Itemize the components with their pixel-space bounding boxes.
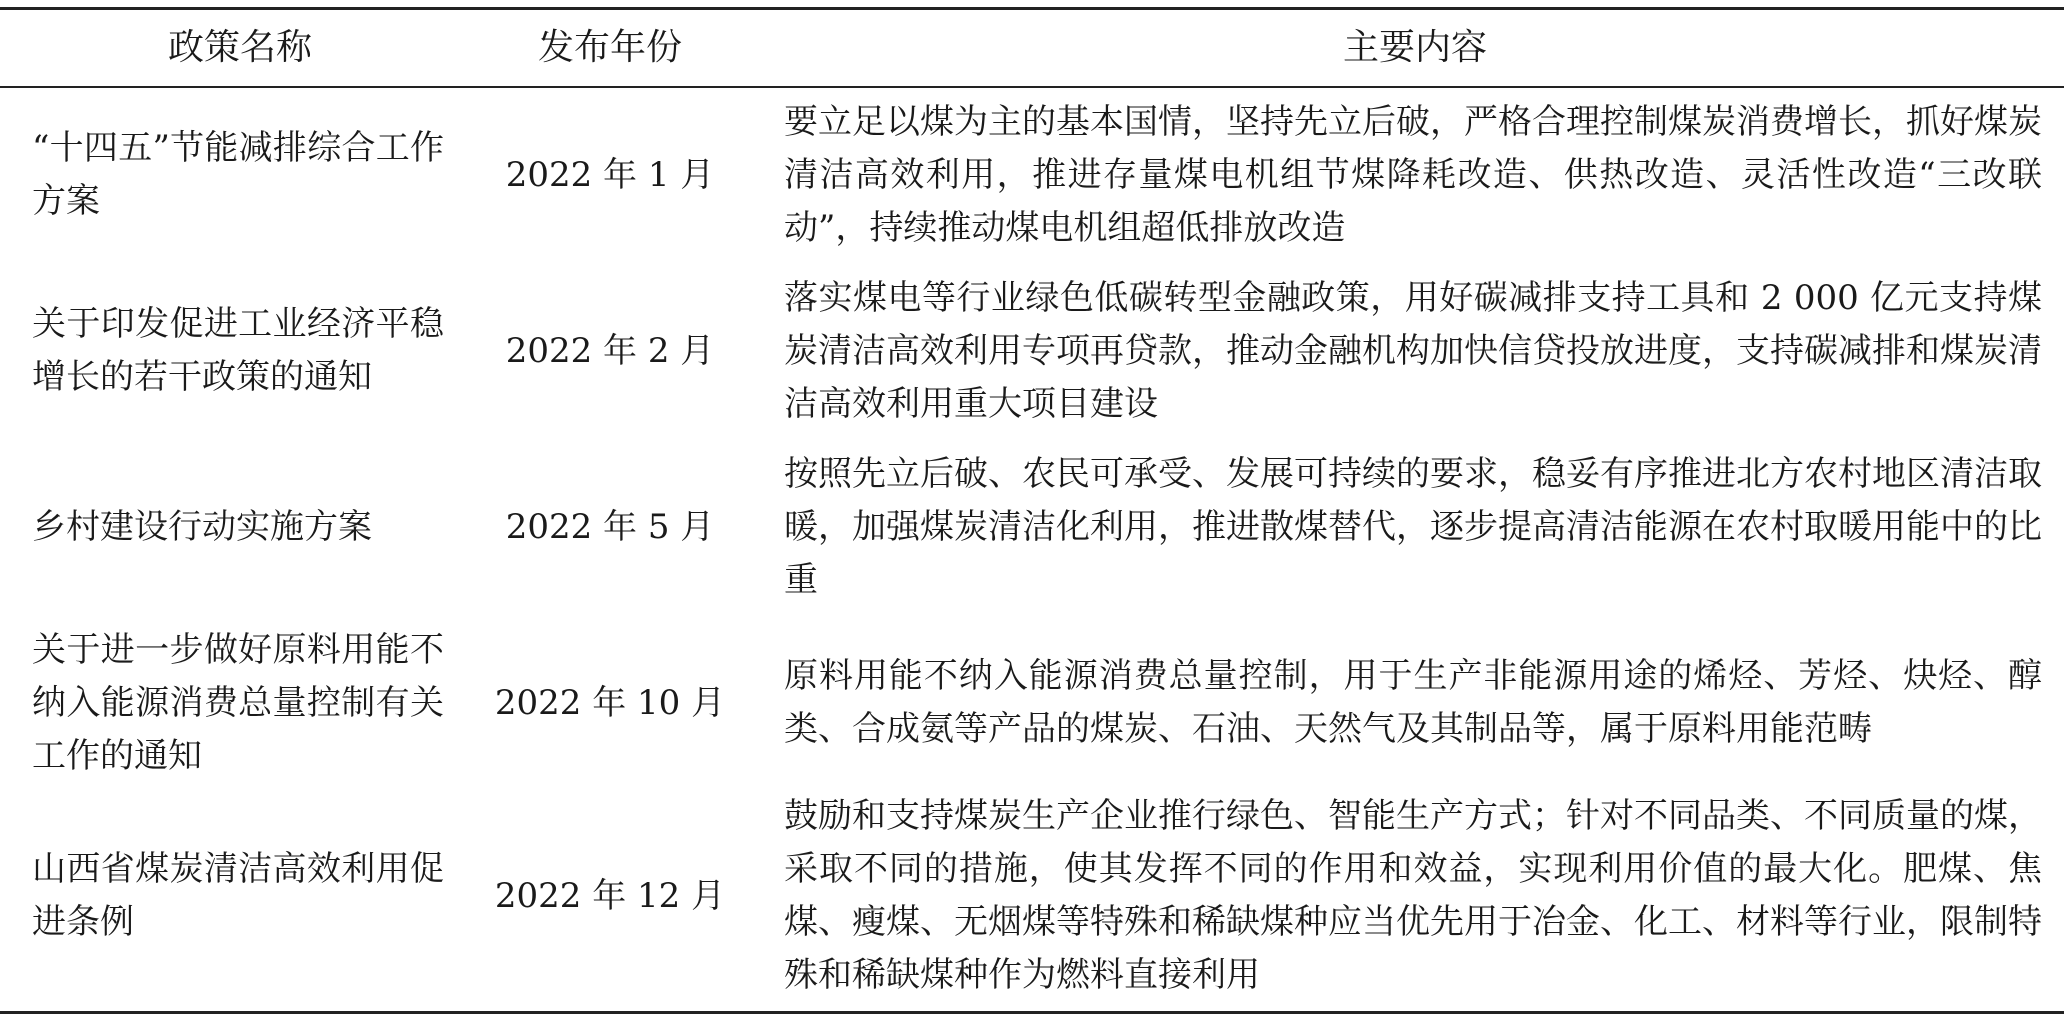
table-row xyxy=(0,272,2064,430)
publish-year-cell: 2022 年 12 月 xyxy=(494,875,726,916)
policy-name-cell: 乡村建设行动实施方案 xyxy=(32,506,372,547)
table-row xyxy=(0,96,2064,254)
publish-year-cell: 2022 年 5 月 xyxy=(505,506,715,547)
table-row xyxy=(0,624,2064,782)
table-row xyxy=(0,790,2064,1002)
header-publish-year: 发布年份 xyxy=(537,27,682,68)
table-top-rule xyxy=(0,7,2064,10)
table-header-rule xyxy=(0,86,2064,88)
policy-name-cell: 关于进一步做好原料用能不纳入能源消费总量控制有关工作的通知 xyxy=(32,629,444,776)
policy-name-cell: 山西省煤炭清洁高效利用促进条例 xyxy=(32,849,444,942)
publish-year-cell: 2022 年 2 月 xyxy=(505,330,715,371)
table-bottom-rule xyxy=(0,1011,2064,1014)
publish-year-cell: 2022 年 10 月 xyxy=(494,682,726,723)
main-content-cell: 按照先立后破、农民可承受、发展可持续的要求，稳妥有序推进北方农村地区清洁取暖，加强煤炭清洁化利用，推进散煤替代，逐步提高清洁能源在农村取暖用能中的比重 xyxy=(784,453,2042,600)
header-main-content: 主要内容 xyxy=(1342,27,1487,68)
main-content-cell: 要立足以煤为主的基本国情，坚持先立后破，严格合理控制煤炭消费增长，抓好煤炭清洁高效利用，推进存量煤电机组节煤降耗改造、供热改造、灵活性改造“三改联动”，持续推动煤电机组超低排放改造 xyxy=(784,101,2042,248)
table-row xyxy=(0,448,2064,606)
main-content-cell: 鼓励和支持煤炭生产企业推行绿色、智能生产方式；针对不同品类、不同质量的煤，采取不同的措施，使其发挥不同的作用和效益，实现利用价值的最大化。肥煤、焦煤、瘦煤、无烟煤等特殊和稀缺煤种应当优先用于冶金、化工、材料等行业，限制特殊和稀缺煤种作为燃料直接利用 xyxy=(784,796,2042,995)
policy-name-cell: “十四五”节能减排综合工作方案 xyxy=(32,128,444,221)
publish-year-cell: 2022 年 1 月 xyxy=(505,154,715,195)
main-content-cell: 落实煤电等行业绿色低碳转型金融政策，用好碳减排支持工具和 2 000 亿元支持煤炭清洁高效利用专项再贷款，推动金融机构加快信贷投放进度，支持碳减排和煤炭清洁高效利用重大项目建设 xyxy=(784,277,2042,424)
header-policy-name: 政策名称 xyxy=(167,27,312,68)
main-content-cell: 原料用能不纳入能源消费总量控制，用于生产非能源用途的烯烃、芳烃、炔烃、醇类、合成氨等产品的煤炭、石油、天然气及其制品等，属于原料用能范畴 xyxy=(784,656,2042,749)
policy-name-cell: 关于印发促进工业经济平稳增长的若干政策的通知 xyxy=(32,304,444,397)
